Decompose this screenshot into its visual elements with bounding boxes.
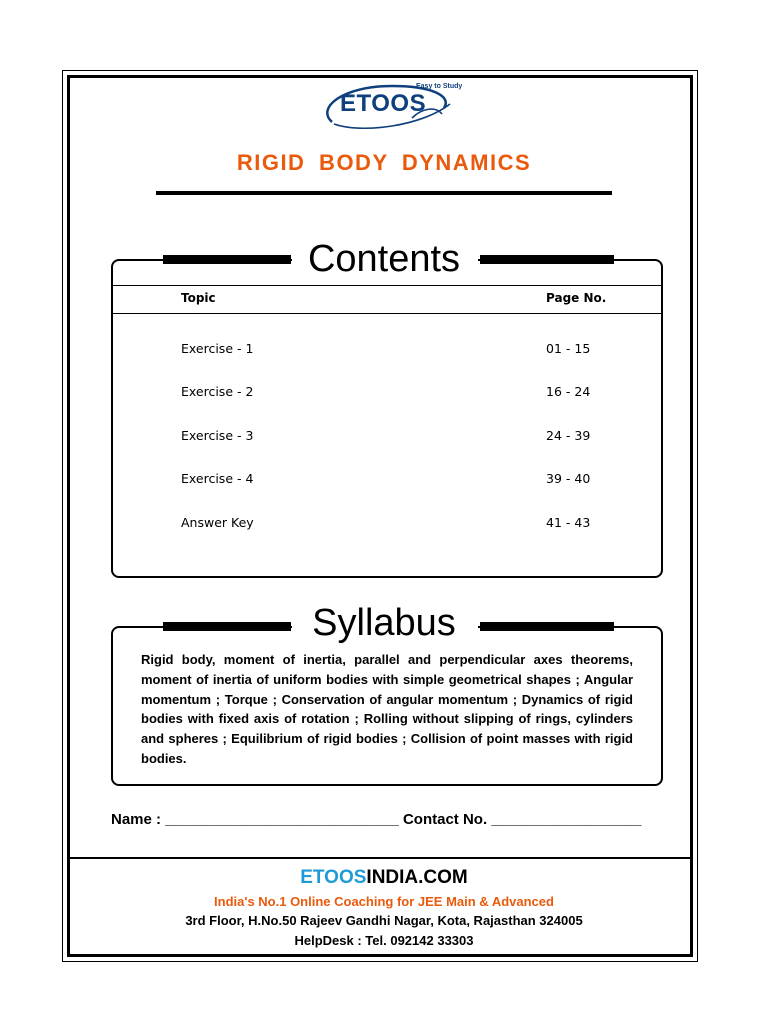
footer-address: 3rd Floor, H.No.50 Rajeev Gandhi Nagar, Kota, Rajasthan 324005 xyxy=(185,913,583,928)
row-page-5: 41 - 43 xyxy=(546,515,591,530)
column-header-topic: Topic xyxy=(181,291,216,305)
syllabus-heading: Syllabus xyxy=(312,602,456,644)
footer-rule xyxy=(67,857,693,859)
table-header-rule xyxy=(113,313,661,314)
site-url-rest: INDIA.COM xyxy=(366,867,468,888)
row-topic-4: Exercise - 4 xyxy=(181,471,254,486)
contents-heading: Contents xyxy=(307,238,461,280)
document-title: RIGID BODY DYNAMICS xyxy=(236,150,532,175)
row-topic-2: Exercise - 2 xyxy=(181,384,254,399)
row-page-2: 16 - 24 xyxy=(546,384,591,399)
row-topic-3: Exercise - 3 xyxy=(181,428,254,443)
column-header-page: Page No. xyxy=(546,291,607,305)
form-line xyxy=(111,811,641,828)
table-top-rule xyxy=(113,285,661,286)
contact-label: Contact No. xyxy=(402,811,488,828)
row-page-3: 24 - 39 xyxy=(546,428,591,443)
syllabus-text: Rigid body, moment of inertia, parallel and perpendicular axes theorems, moment of inertia of uniform bodies with simple geometrical shapes ; Angular momentum ; Torque ; Conservation of angular momentum ; Dynamics of rigid bodies with fixed axis of rotation ; Rolling without slipping of rings, cylinders and spheres ; Equilibrium of rigid bodies ; Collision of point masses with rigid bodies. xyxy=(141,652,633,766)
row-topic-1: Exercise - 1 xyxy=(181,341,254,356)
row-topic-5: Answer Key xyxy=(181,515,254,530)
contact-blank[interactable]: __________________ xyxy=(491,811,642,828)
site-url-accent: ETOOS xyxy=(300,867,367,888)
title-underline xyxy=(156,191,612,195)
logo-text: ETOOS xyxy=(340,90,427,117)
row-page-1: 01 - 15 xyxy=(546,341,591,356)
footer-helpdesk: HelpDesk : Tel. 092142 33303 xyxy=(294,933,474,948)
logo-tagline: Easy to Study xyxy=(416,83,463,90)
name-blank[interactable]: ____________________________ xyxy=(165,811,399,828)
contents-box xyxy=(111,259,663,578)
row-page-4: 39 - 40 xyxy=(546,471,591,486)
site-url[interactable] xyxy=(0,867,768,889)
footer-tagline: India's No.1 Online Coaching for JEE Main & Advanced xyxy=(214,894,554,909)
name-label: Name : xyxy=(111,811,162,828)
